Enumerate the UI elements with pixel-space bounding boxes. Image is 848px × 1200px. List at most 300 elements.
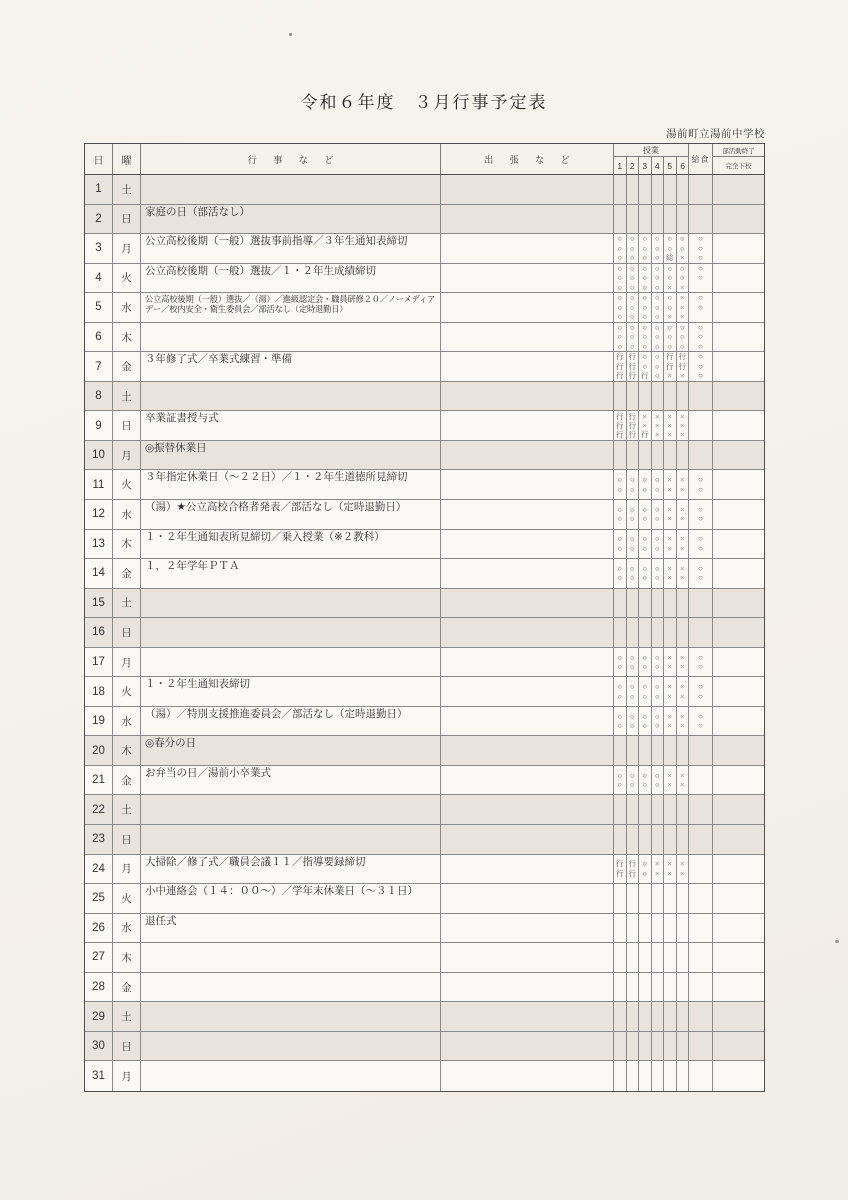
period-mark: × [680,652,685,662]
period-mark: ○ [642,302,648,312]
period-cell [677,707,690,736]
period-mark: ○ [642,332,648,342]
period-mark: ○ [654,484,660,494]
period-cell [614,382,627,411]
period-cell [652,825,665,854]
period-cell [664,470,677,499]
event-text [141,1032,441,1061]
weekday: 土 [113,382,141,411]
period-cell [652,352,665,381]
period-mark: × [680,302,685,312]
period-cell [639,648,652,677]
day-number: 10 [85,441,113,470]
period-mark: ○ [629,563,635,573]
period-cell [627,559,640,588]
lunch-cell [689,293,713,322]
period-mark: ○ [617,475,623,485]
period-mark: ○ [642,263,648,273]
lunch-mark: ○ [698,243,703,253]
period-cell [677,1061,690,1091]
day-number: 28 [85,973,113,1002]
lunch-mark: ○ [698,253,703,263]
trip-cell [441,500,614,529]
table-row [85,500,764,530]
day-number: 14 [85,559,113,588]
trip-cell [441,736,614,765]
period-mark: ○ [654,234,660,244]
period-cell [677,648,690,677]
period-mark: 行 [678,352,686,362]
weekday: 日 [113,205,141,234]
period-mark: ○ [642,770,648,780]
event-text: 大掃除／修了式／職員会議１１／指導要録締切 [141,855,441,884]
period-cell [614,1032,627,1061]
period-mark: × [655,430,660,440]
period-cell [639,973,652,1002]
period-cell [627,441,640,470]
lunch-mark: ○ [698,504,703,514]
period-cell [664,677,677,706]
period-cell [639,855,652,884]
table-row [85,293,764,323]
period-cell [652,382,665,411]
trip-cell [441,323,614,352]
dismissal-cell [713,618,764,647]
period-mark: ○ [617,652,623,662]
period-mark: ○ [629,332,635,342]
lunch-mark: ○ [698,263,703,273]
header-events: 行 事 な ど [141,144,441,174]
period-mark: ○ [654,312,660,322]
period-mark: × [680,534,685,544]
lunch-mark: ○ [698,573,703,583]
period-mark: ○ [654,263,660,273]
period-mark: × [680,573,685,583]
period-mark: ○ [642,475,648,485]
lunch-cell [689,884,713,913]
day-number: 4 [85,264,113,293]
period-mark: ○ [654,282,660,292]
period-cell [639,677,652,706]
trip-cell [441,559,614,588]
period-cell [639,943,652,972]
lunch-cell [689,825,713,854]
lunch-cell [689,382,713,411]
weekday: 日 [113,618,141,647]
period-mark: ○ [654,534,660,544]
period-cell [627,855,640,884]
period-mark: 行 [616,868,624,878]
trip-cell [441,914,614,943]
header-leave-school: 完全下校 [725,163,752,170]
period-mark: × [680,484,685,494]
period-mark: × [680,420,685,430]
period-cell [614,234,627,263]
period-mark: × [680,504,685,514]
lunch-cell [689,648,713,677]
trip-cell [441,175,614,204]
period-mark: ○ [654,543,660,553]
period-cell [664,973,677,1002]
period-mark: ○ [617,691,623,701]
period-cell [677,973,690,1002]
period-mark: ○ [679,243,685,253]
table-row [85,530,764,560]
lunch-mark: ○ [698,293,703,303]
period-mark: ○ [629,534,635,544]
period-mark: ○ [642,721,648,731]
table-row [85,1032,764,1062]
period-cell [614,884,627,913]
header-trips: 出 張 な ど [441,144,614,174]
period-cell [664,323,677,352]
period-mark: ○ [679,234,685,244]
period-cell [664,441,677,470]
period-mark: ○ [629,662,635,672]
period-mark: ○ [642,662,648,672]
period-cell [664,293,677,322]
period-mark: ○ [629,341,635,351]
period-mark: ○ [629,234,635,244]
period-mark: ○ [617,780,623,790]
period-cell [627,825,640,854]
period-cell [677,1032,690,1061]
period-cell [639,766,652,795]
period-cell [664,500,677,529]
lunch-mark: ○ [698,273,703,283]
dismissal-cell [713,470,764,499]
period-cell [652,530,665,559]
period-cell [664,618,677,647]
period-mark: × [680,475,685,485]
period-cell [614,855,627,884]
period-cell [677,559,690,588]
lunch-cell [689,943,713,972]
lunch-cell [689,411,713,440]
table-row [85,411,764,441]
period-mark: × [667,721,672,731]
period-mark: × [680,859,685,869]
period-cell [627,884,640,913]
period-cell [664,855,677,884]
period-cell [652,500,665,529]
period-mark: ○ [642,563,648,573]
trip-cell [441,352,614,381]
period-cell [639,470,652,499]
period-cell [652,175,665,204]
table-row [85,352,764,382]
period-mark: ○ [654,352,660,362]
weekday: 木 [113,530,141,559]
day-number: 23 [85,825,113,854]
period-cell [677,382,690,411]
period-mark: 行 [628,868,636,878]
dismissal-cell [713,1032,764,1061]
period-cell [639,884,652,913]
table-row [85,470,764,500]
period-mark: ○ [629,780,635,790]
period-cell [614,707,627,736]
dismissal-cell [713,943,764,972]
period-mark: ○ [642,341,648,351]
period-cell [677,234,690,263]
period-cell [614,589,627,618]
period-mark: × [667,691,672,701]
period-mark: ○ [629,253,635,263]
event-text [141,795,441,824]
weekday: 月 [113,441,141,470]
weekday: 金 [113,973,141,1002]
dismissal-cell [713,323,764,352]
scan-speck [835,940,839,943]
period-mark: ○ [617,563,623,573]
event-text [141,943,441,972]
period-mark: × [667,573,672,583]
table-row [85,441,764,471]
table-row [85,825,764,855]
period-cell [652,736,665,765]
period-cell [627,293,640,322]
event-text: ３年指定休業日（～２２日）／１・２年生道徳所見締切 [141,470,441,499]
period-cell [664,943,677,972]
table-row [85,677,764,707]
lunch-cell [689,766,713,795]
day-number: 30 [85,1032,113,1061]
period-cell [652,707,665,736]
weekday: 水 [113,707,141,736]
period-cell [614,914,627,943]
period-mark: 行 [616,371,624,381]
header-period-3: 3 [639,157,652,174]
period-cell [677,1002,690,1031]
event-text [141,382,441,411]
period-mark: ○ [642,253,648,263]
period-mark: ○ [617,332,623,342]
period-mark: × [667,780,672,790]
header-classes-group [614,144,689,174]
lunch-mark [689,771,712,780]
period-cell [664,234,677,263]
weekday: 火 [113,470,141,499]
period-cell [627,175,640,204]
period-mark: 行 [616,361,624,371]
event-text: １，２年学年ＰＴＡ [141,559,441,588]
weekday: 金 [113,559,141,588]
lunch-mark: ○ [698,352,703,362]
table-row [85,589,764,619]
day-number: 26 [85,914,113,943]
period-cell [614,500,627,529]
lunch-mark [689,869,712,878]
day-number: 18 [85,677,113,706]
period-mark: ○ [642,352,648,362]
trip-cell [441,677,614,706]
event-text [141,1061,441,1091]
period-cell [664,589,677,618]
lunch-mark: ○ [698,682,703,692]
period-cell [639,707,652,736]
period-mark: ○ [617,341,623,351]
dismissal-cell [713,795,764,824]
trip-cell [441,205,614,234]
period-mark: × [667,662,672,672]
dismissal-cell [713,500,764,529]
dismissal-cell [713,441,764,470]
period-cell [614,470,627,499]
lunch-mark: ○ [698,652,703,662]
lunch-cell [689,914,713,943]
period-cell [664,264,677,293]
lunch-cell [689,1002,713,1031]
period-cell [677,205,690,234]
day-number: 25 [85,884,113,913]
event-text: 卒業証書授与式 [141,411,441,440]
period-mark: × [667,682,672,692]
day-number: 8 [85,382,113,411]
trip-cell [441,855,614,884]
period-mark: 行 [616,352,624,362]
period-mark: × [680,780,685,790]
period-cell [664,352,677,381]
lunch-cell [689,589,713,618]
period-cell [614,825,627,854]
period-mark: 行 [616,430,624,440]
period-mark: × [667,411,672,421]
weekday: 月 [113,648,141,677]
trip-cell [441,1061,614,1091]
period-mark: × [667,770,672,780]
period-cell [614,1061,627,1091]
period-cell [614,677,627,706]
period-mark: 行 [641,371,649,381]
period-mark: ○ [679,273,685,283]
period-cell [677,175,690,204]
day-number: 12 [85,500,113,529]
period-cell [677,264,690,293]
period-cell [677,795,690,824]
period-mark: ○ [629,721,635,731]
period-cell [639,500,652,529]
period-cell [677,618,690,647]
day-number: 20 [85,736,113,765]
period-cell [677,470,690,499]
lunch-cell [689,470,713,499]
period-cell [652,914,665,943]
scan-speck [289,33,292,36]
period-mark: 行 [666,361,674,371]
trip-cell [441,234,614,263]
period-mark: ○ [642,361,648,371]
period-cell [614,648,627,677]
period-cell [677,589,690,618]
period-cell [677,884,690,913]
period-cell [627,234,640,263]
event-text: 小中連絡会（１４：００～）／学年末休業日（～３１日） [141,884,441,913]
table-body [85,175,764,1091]
period-mark: ○ [654,662,660,672]
period-mark: 行 [678,361,686,371]
day-number: 29 [85,1002,113,1031]
dismissal-cell [713,677,764,706]
period-cell [652,559,665,588]
period-mark: 行 [628,411,636,421]
period-mark: 行 [628,361,636,371]
period-cell [614,559,627,588]
event-text: 公立高校後期（一般）選抜事前指導／３年生通知表締切 [141,234,441,263]
period-mark: ○ [629,770,635,780]
trip-cell [441,382,614,411]
lunch-mark: ○ [698,721,703,731]
period-cell [627,618,640,647]
day-number: 17 [85,648,113,677]
lunch-cell [689,205,713,234]
day-number: 24 [85,855,113,884]
period-cell [639,205,652,234]
period-cell [664,707,677,736]
period-mark: ○ [679,322,685,332]
trip-cell [441,618,614,647]
period-mark: ○ [667,293,673,303]
day-number: 3 [85,234,113,263]
period-mark: ○ [642,312,648,322]
lunch-cell [689,352,713,381]
period-cell [639,264,652,293]
lunch-mark [689,312,712,321]
period-mark: × [680,514,685,524]
period-mark: × [680,253,685,263]
period-mark: 行 [616,420,624,430]
period-mark: ○ [617,682,623,692]
period-mark: ○ [654,322,660,332]
period-cell [614,441,627,470]
period-cell [652,884,665,913]
header-weekday: 曜 [113,144,141,174]
period-mark: 行 [628,420,636,430]
period-cell [627,500,640,529]
period-mark: ○ [642,780,648,790]
table-row [85,973,764,1003]
lunch-mark: ○ [698,543,703,553]
weekday: 月 [113,234,141,263]
period-mark: ○ [617,234,623,244]
period-cell [627,352,640,381]
period-cell [664,884,677,913]
dismissal-cell [713,234,764,263]
day-number: 15 [85,589,113,618]
period-mark: ○ [642,859,648,869]
period-mark: × [680,543,685,553]
dismissal-cell [713,855,764,884]
period-cell [639,441,652,470]
dismissal-cell [713,589,764,618]
period-mark: ○ [629,302,635,312]
period-cell [627,795,640,824]
period-cell [627,530,640,559]
trip-cell [441,943,614,972]
period-mark: ○ [654,361,660,371]
period-cell [664,795,677,824]
period-cell [627,736,640,765]
period-mark: × [667,543,672,553]
weekday: 日 [113,1032,141,1061]
period-cell [627,382,640,411]
lunch-cell [689,618,713,647]
period-mark: ○ [629,514,635,524]
period-mark: ○ [617,243,623,253]
period-cell [652,1061,665,1091]
lunch-cell [689,264,713,293]
period-mark: × [680,312,685,322]
